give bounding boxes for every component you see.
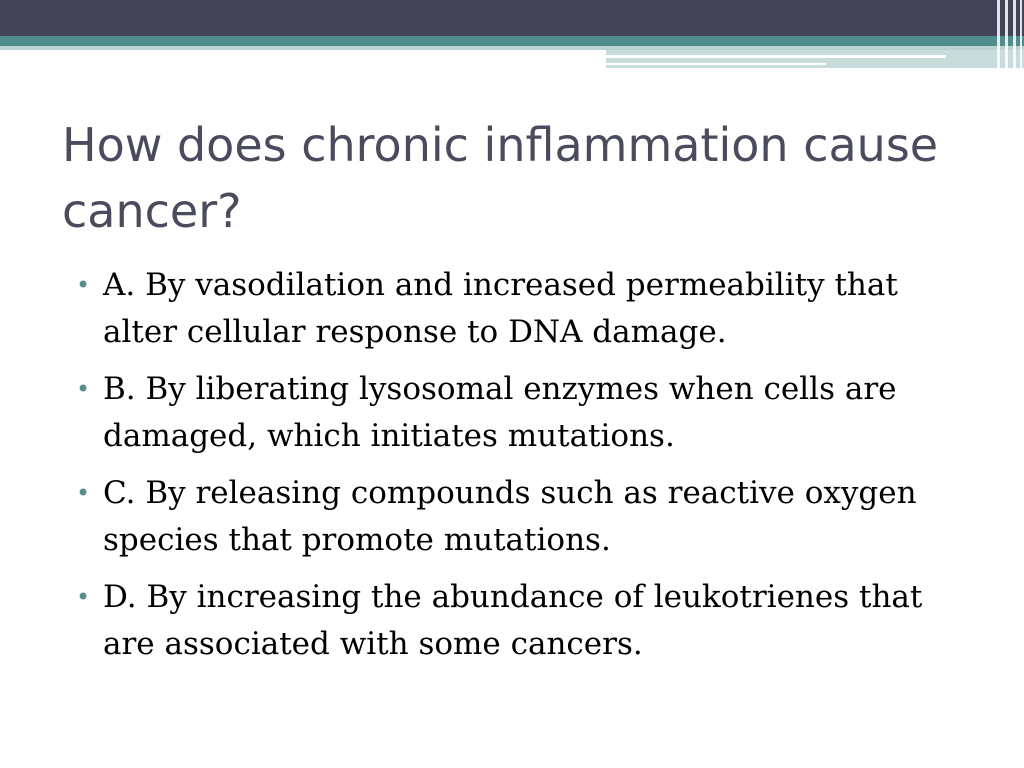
answer-option-text: A. By vasodilation and increased permeability that alter cellular response to DNA damage. — [103, 267, 898, 350]
header-stripe — [997, 0, 1000, 68]
answer-option-b — [76, 366, 956, 460]
header-accent-block — [606, 50, 1024, 68]
header-banner-dark — [0, 0, 1024, 36]
slide-title: How does chronic inflammation cause cancer? — [62, 118, 939, 238]
answer-options-list — [76, 262, 956, 678]
bullet-icon: • — [76, 375, 91, 403]
header-stripe — [1013, 0, 1016, 68]
header-accent-line — [606, 55, 946, 58]
answer-option-text: B. By liberating lysosomal enzymes when cells are damaged, which initiates mutations. — [103, 371, 897, 454]
answer-option-a — [76, 262, 956, 356]
header-stripe — [1020, 0, 1022, 68]
bullet-icon: • — [76, 271, 91, 299]
header-banner-teal — [0, 36, 1024, 46]
header-accent-line — [606, 63, 826, 65]
answer-option-text: D. By increasing the abundance of leukotrienes that are associated with some cancers. — [103, 579, 923, 662]
header-stripe — [1005, 0, 1008, 68]
bullet-icon: • — [76, 583, 91, 611]
answer-option-text: C. By releasing compounds such as reactive oxygen species that promote mutations. — [103, 475, 917, 558]
bullet-icon: • — [76, 479, 91, 507]
answer-option-d — [76, 574, 956, 668]
answer-option-c — [76, 470, 956, 564]
